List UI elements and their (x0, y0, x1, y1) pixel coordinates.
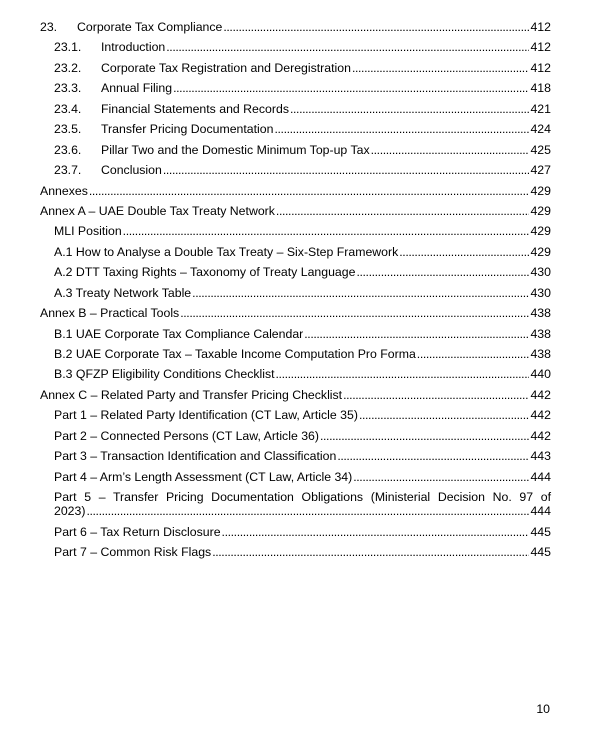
toc-page: 427 (530, 163, 551, 178)
toc-page: 443 (530, 449, 551, 464)
dot-leader (123, 224, 530, 238)
toc-entry-23-7[interactable] (40, 163, 551, 177)
toc-entry-part-3[interactable] (40, 449, 551, 463)
toc-title: Annual Filing (101, 81, 173, 96)
toc-entry-annex-a[interactable] (40, 204, 551, 218)
toc-page: 445 (530, 544, 551, 559)
toc-page: 440 (530, 367, 551, 382)
dot-leader (359, 408, 530, 422)
dot-leader (290, 102, 530, 116)
toc-title: Annex C – Related Party and Transfer Pricing Checklist (40, 387, 343, 402)
toc-entry-part-6[interactable] (40, 525, 551, 539)
page-number: 10 (536, 702, 550, 716)
toc-title: B.1 UAE Corporate Tax Compliance Calendar (54, 326, 304, 341)
dot-leader (180, 306, 529, 320)
toc-entry-chapter-23[interactable] (40, 20, 551, 34)
toc-page: 438 (530, 326, 551, 341)
toc-title: Part 1 – Related Party Identification (CT Law, Article 35) (54, 408, 358, 423)
toc-title: Part 2 – Connected Persons (CT Law, Article 36) (54, 428, 319, 443)
toc-page: 445 (530, 524, 551, 539)
toc-page: 412 (530, 40, 551, 55)
toc-page: 442 (530, 387, 551, 402)
toc-page: 429 (530, 224, 551, 239)
toc-page: 438 (530, 306, 551, 321)
toc-title-continued: 2023) (54, 504, 86, 519)
toc-page: 430 (530, 285, 551, 300)
toc-entry-part-1[interactable] (40, 408, 551, 422)
toc-entry-23-2[interactable] (40, 61, 551, 75)
toc-number: 23.3. (54, 81, 82, 96)
toc-entry-part-4[interactable] (40, 470, 551, 484)
toc-title: Financial Statements and Records (101, 101, 289, 116)
dot-leader (276, 204, 530, 218)
toc-title: B.2 UAE Corporate Tax – Taxable Income Computation Pro Forma (54, 347, 416, 361)
toc-title: Part 6 – Tax Return Disclosure (54, 524, 221, 539)
toc-title: Introduction (101, 40, 166, 55)
toc-number: 23.6. (54, 142, 82, 157)
toc-page: 429 (530, 183, 551, 198)
toc-title: B.3 QFZP Eligibility Conditions Checklist (54, 367, 275, 382)
toc-title: Corporate Tax Compliance (77, 20, 223, 34)
dot-leader (274, 122, 529, 136)
toc-number: 23.7. (54, 163, 82, 178)
toc-title: Annex B – Practical Tools (40, 306, 180, 321)
toc-title: Corporate Tax Registration and Deregistration (101, 60, 351, 75)
toc-entry-23-1[interactable] (40, 40, 551, 54)
toc-title: A.3 Treaty Network Table (54, 285, 192, 300)
dot-leader (173, 81, 529, 95)
toc-entry-part-7[interactable] (40, 545, 551, 559)
dot-leader (352, 61, 530, 75)
toc-entry-23-6[interactable] (40, 143, 551, 157)
toc-page: 421 (530, 101, 551, 116)
toc-entry-part-2[interactable] (40, 429, 551, 443)
toc-title: Conclusion (101, 163, 162, 178)
toc-page: 418 (530, 81, 551, 96)
toc-title: Annex A – UAE Double Tax Treaty Network (40, 203, 275, 218)
toc-title: Transfer Pricing Documentation (101, 122, 274, 137)
toc-entry-b3[interactable] (40, 367, 551, 381)
toc-entry-b1[interactable] (40, 327, 551, 341)
dot-leader (192, 286, 529, 300)
dot-leader (320, 429, 529, 443)
toc-page: 444 (530, 469, 551, 484)
dot-leader (417, 347, 530, 361)
toc-number: 23.4. (54, 101, 82, 116)
dot-leader (166, 40, 529, 54)
dot-leader (222, 525, 530, 539)
toc-page: 424 (530, 122, 551, 137)
toc-page: 429 (530, 244, 551, 259)
dot-leader (212, 545, 529, 559)
toc-entry-23-4[interactable] (40, 102, 551, 116)
toc-title: MLI Position (54, 224, 122, 239)
toc-entry-23-3[interactable] (40, 81, 551, 95)
toc-entry-annex-b[interactable] (40, 306, 551, 320)
toc-title: Part 4 – Arm’s Length Assessment (CT Law, Article 34) (54, 469, 353, 484)
toc-title: Pillar Two and the Domestic Minimum Top-up Tax (101, 142, 370, 157)
toc-title: A.2 DTT Taxing Rights – Taxonomy of Treaty Language (54, 265, 356, 280)
dot-leader (399, 245, 529, 259)
dot-leader (276, 367, 530, 381)
dot-leader (86, 504, 529, 518)
toc-page: 412 (530, 20, 551, 34)
toc-page: 444 (530, 504, 551, 519)
toc-entry-b2[interactable] (40, 347, 551, 361)
dot-leader (337, 449, 529, 463)
toc-entry-a2[interactable] (40, 265, 551, 279)
toc-title: Part 7 – Common Risk Flags (54, 544, 212, 559)
dot-leader (353, 470, 529, 484)
toc-page: 430 (530, 265, 551, 280)
toc-number: 23.5. (54, 122, 82, 137)
dot-leader (356, 265, 529, 279)
dot-leader (89, 184, 530, 198)
toc-page: 425 (530, 142, 551, 157)
toc-entry-23-5[interactable] (40, 122, 551, 136)
toc-page: 442 (530, 408, 551, 423)
toc-title: Part 3 – Transaction Identification and Classification (54, 449, 337, 464)
dot-leader (163, 163, 530, 177)
dot-leader (343, 388, 529, 402)
toc-entry-mli-position[interactable] (40, 224, 551, 238)
toc-title: A.1 How to Analyse a Double Tax Treaty – Six-Step Framework (54, 244, 399, 259)
toc-entry-part-5[interactable] (40, 490, 551, 518)
toc-page: 429 (530, 203, 551, 218)
dot-leader (304, 327, 529, 341)
toc-entry-annex-c[interactable] (40, 388, 551, 402)
dot-leader (223, 20, 529, 34)
toc-entry-annexes[interactable] (40, 184, 551, 198)
toc-entry-a3[interactable] (40, 286, 551, 300)
toc-title: Part 5 – Transfer Pricing Documentation Obligations (Ministerial Decision No. 97 of (54, 490, 551, 505)
toc-page: 442 (530, 428, 551, 443)
toc-title: Annexes (40, 183, 88, 198)
toc-number: 23.1. (54, 40, 82, 55)
toc-number: 23.2. (54, 60, 82, 75)
toc-page: 412 (530, 60, 551, 75)
table-of-contents (40, 20, 551, 565)
toc-page: 438 (530, 347, 551, 361)
toc-entry-a1[interactable] (40, 245, 551, 259)
toc-number: 23. (40, 20, 58, 34)
dot-leader (371, 143, 530, 157)
